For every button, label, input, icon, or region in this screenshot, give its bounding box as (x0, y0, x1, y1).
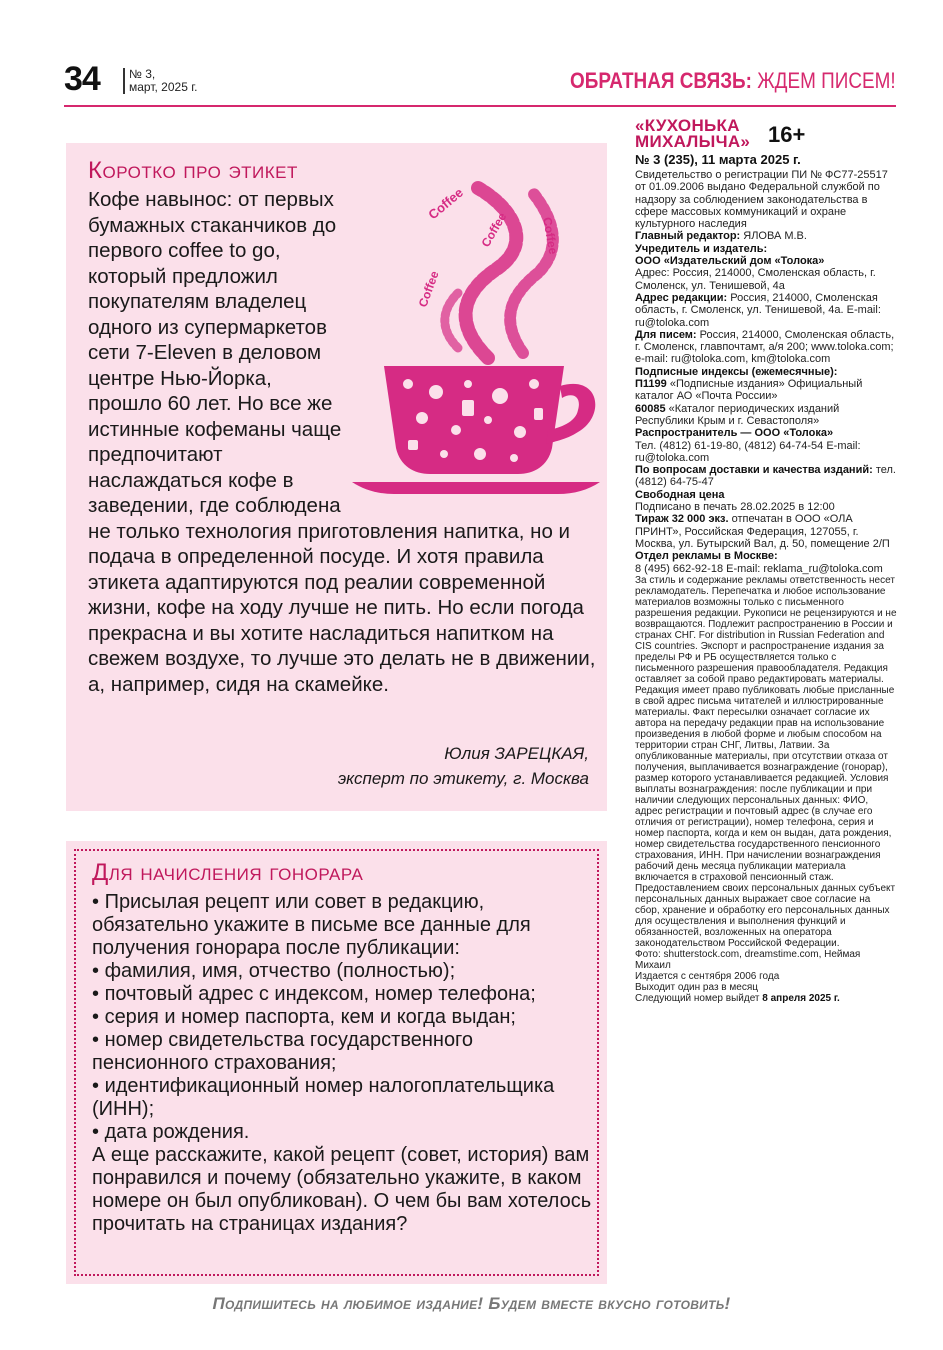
honorar-block (66, 841, 607, 1284)
published-since: Издается с сентября 2006 года (635, 970, 780, 982)
honorar-intro (92, 891, 592, 960)
header-divider (64, 105, 896, 107)
delivery-phone: тел. (4812) 64-75-47 (635, 464, 896, 489)
legal-notice: За стиль и содержание рекламы ответственность несет рекламодатель. Перепечатка и любое использование материалов возможны только с письменного разрешения редакции. Рукописи не рецензируются и не возвращаются. Подлежит распространению в России и странах СНГ. For distribution in Russian Federation and CIS countries. Экспорт и распространение издания за пределы РФ и РБ осуществляется только с письменного разрешения правообладателя. Редакция оставляет за собой право редактировать материалы. Редакция имеет право публиковать любые присланные в свой адрес письма читателей и иллюстрированные материалы. Факт пересылки означает согласие их автора на передачу редакции прав на использование произведения в любой форме и любым способом на территории стран СНГ, Литвы, Латвии. За опубликованные материалы, при отсутствии отказа от получения, выплачивается вознаграждение (гонорар), размер которого устанавливается редакцией. Условия выплаты вознаграждения: после публикации и при наличии следующих персональных данных: ФИО, адрес регистрации и почтовый адрес (в случае его отличия от регистрации), номер телефона, серия и номер паспорта, когда и кем он выдан, дата рождения, номер свидетельства государственного пенсионного страхования, ИНН. При начислении вознаграждения рабочий день месяца публикации материала включается в страховой пенсионный стаж. Предоставлением своих персональных данных субъект персональных данных выражает свое согласие на сбор, хранение и обработку его персональных данных для осуществления и выполнения функций и обязанностей, возложенных на оператора законодательством Российской Федерации. (635, 574, 897, 949)
next-issue-prefix: Следующий номер выйдет (635, 992, 763, 1004)
brand-row (635, 118, 897, 152)
steam-word-1: Coffee (425, 184, 466, 223)
issue-number: № 3, (129, 67, 156, 81)
registration: Свидетельство о регистрации ПИ № ФС77-25517 от 01.09.2006 выдано Федеральной службой по надзору за соблюдением законодательства в сфере массовых коммуникаций и охране культурного наследия (635, 169, 888, 231)
footer-slogan: Подпишитесь на любимое издание! Будем вместе вкусно готовить! (212, 1294, 731, 1313)
editorial-address-text: Россия, 214000, Смоленская область, г. Смоленск, ул. Тенишевой, 4а. E-mail: ru@toloka.com (635, 291, 881, 329)
founder-name-text: ООО «Издательский дом «Толока» (635, 255, 825, 268)
honorar-title: Для начисления гонорара (92, 859, 364, 886)
index-1-text: «Подписные издания» Официальный каталог АО «Почта России» (635, 378, 863, 403)
brand-line-2: МИХАЛЫЧА» (635, 132, 751, 151)
rubric-bold: ОБРАТНАЯ СВЯЗЬ: (570, 68, 753, 93)
print-text: отпечатан в ООО «ОЛА ПРИНТ», Российская Федерация, 127055, г. Москва, ул. Бутырский Вал, д. 50, помещение 2/П (635, 513, 890, 550)
list-item: • серия и номер паспорта, кем и когда выдан; (92, 1006, 592, 1029)
distributor-label-text: Распространитель — ООО «Толока» (635, 427, 834, 440)
next-issue-date: 8 апреля 2025 г. (762, 992, 840, 1004)
editor-label: Главный редактор: (635, 230, 741, 243)
list-item: • дата рождения. (92, 1121, 592, 1144)
distributor-contacts: Тел. (4812) 61-19-80, (4812) 64-74-54 E-mail: ru@toloka.com (635, 439, 861, 464)
honorar-outro: А еще расскажите, какой рецепт (совет, история) вам понравился и почему (обязательно укажите, в каком номере он был опубликован). О чем бы вам хотелось прочитать на страницах издания? (92, 1144, 592, 1235)
ads-label (635, 550, 897, 562)
price-label (635, 489, 897, 501)
page-header (64, 58, 896, 104)
steam-word-2: Coffee (478, 210, 510, 250)
ads-label-text: Отдел рекламы в Москве: (635, 550, 778, 563)
etiquette-title: Коротко про этикет (88, 157, 298, 184)
founder-label (635, 243, 897, 255)
print-label: Тираж 32 000 экз. (635, 513, 729, 526)
index-2 (635, 403, 897, 428)
list-item: • почтовый адрес с индексом, номер телефона; (92, 983, 592, 1006)
ads-contacts: 8 (495) 662-92-18 E-mail: reklama_ru@toloka.com (635, 562, 883, 575)
editor-line (635, 230, 897, 242)
index-1 (635, 378, 897, 403)
age-rating: 16+ (768, 122, 806, 147)
brand-line-1: «КУХОНЬКА (635, 116, 740, 135)
honorar-intro-text: Присылая рецепт или совет в редакцию, обязательно укажите в письме все данные для получения гонорара после публикации: (92, 891, 531, 959)
imprint-column (635, 118, 897, 1004)
issue-info (123, 68, 197, 94)
indexes-label-text: Подписные индексы (ежемесячные): (635, 365, 838, 378)
author-name: Юлия ЗАРЕЦКАЯ, (444, 744, 589, 763)
section-rubric (570, 68, 896, 94)
page-number: 34 (64, 60, 100, 98)
price-label-text: Свободная цена (635, 488, 725, 501)
delivery-line (635, 464, 897, 489)
indexes-label (635, 366, 897, 378)
issue-date: март, 2025 г. (129, 80, 198, 94)
signed-date: Подписано в печать 28.02.2025 в 12:00 (635, 501, 835, 514)
letters-address (635, 329, 897, 366)
frequency: Выходит один раз в месяц (635, 981, 758, 993)
distributor-label (635, 427, 897, 439)
article-signature (338, 741, 589, 791)
delivery-label: По вопросам доставки и качества изданий: (635, 464, 873, 477)
letters-address-text: Россия, 214000, Смоленская область, г. Смоленск, главпочтамт, а/я 200; www.toloka.com; e-mail: ru@toloka.com, km@toloka.com (635, 328, 895, 366)
steam-word-3: Coffee (415, 269, 442, 310)
index-2-text: «Каталог периодических изданий Республики Крым и г. Севастополя» (635, 402, 840, 427)
next-issue (635, 993, 897, 1004)
author-role: эксперт по этикету, г. Москва (337, 769, 589, 788)
photo-credits: Фото: shutterstock.com, dreamstime.com, Неймая Михаил (635, 948, 861, 971)
list-item: • номер свидетельства государственного пенсионного страхования; (92, 1029, 592, 1075)
founder-label-text: Учредитель и издатель: (635, 242, 768, 255)
index-1-code: П1199 (635, 378, 667, 391)
founder-name (635, 255, 897, 267)
steam-word-4: Coffee (540, 216, 561, 256)
founder-address: Адрес: Россия, 214000, Смоленская область, г. Смоленск, ул. Тенишевой, 4а (635, 267, 876, 292)
editorial-address (635, 292, 897, 329)
index-2-code: 60085 (635, 402, 666, 415)
coffee-cup-illustration (338, 148, 608, 498)
issue-line: № 3 (235), 11 марта 2025 г. (635, 152, 801, 167)
brand-name (635, 118, 897, 150)
list-item: • фамилия, имя, отчество (полностью); (92, 960, 592, 983)
honorar-body (92, 891, 592, 1236)
letters-label: Для писем: (635, 328, 697, 341)
list-item: • идентификационный номер налогоплательщика (ИНН); (92, 1075, 592, 1121)
editor-name: ЯЛОВА М.В. (740, 230, 807, 243)
rubric-thin: ЖДЕМ ПИСЕМ! (752, 68, 896, 93)
editorial-label: Адрес редакции: (635, 291, 728, 304)
etiquette-text: Кофе навынос: от первых бумажных стаканчиков до первого coffee to go, который предложил покупателям владелец одного из супермаркетов сети 7-Eleven в деловом центре Нью-Йорка, прошло 60 лет. Но все же истинные кофеманы чаще предпочитают наслаждаться кофе в заведении, где соблюдена не только технология приготовления напитка, но и подача в определенной посуде. И хотя правила этикета адаптируются под реалии современной жизни, кофе на ходу лучше не пить. Но если погода прекрасна и вы хотите насладиться напитком на свежем воздухе, то лучше это делать не в движении, а, например, сидя на скамейке. (88, 188, 596, 696)
print-info (635, 513, 897, 550)
